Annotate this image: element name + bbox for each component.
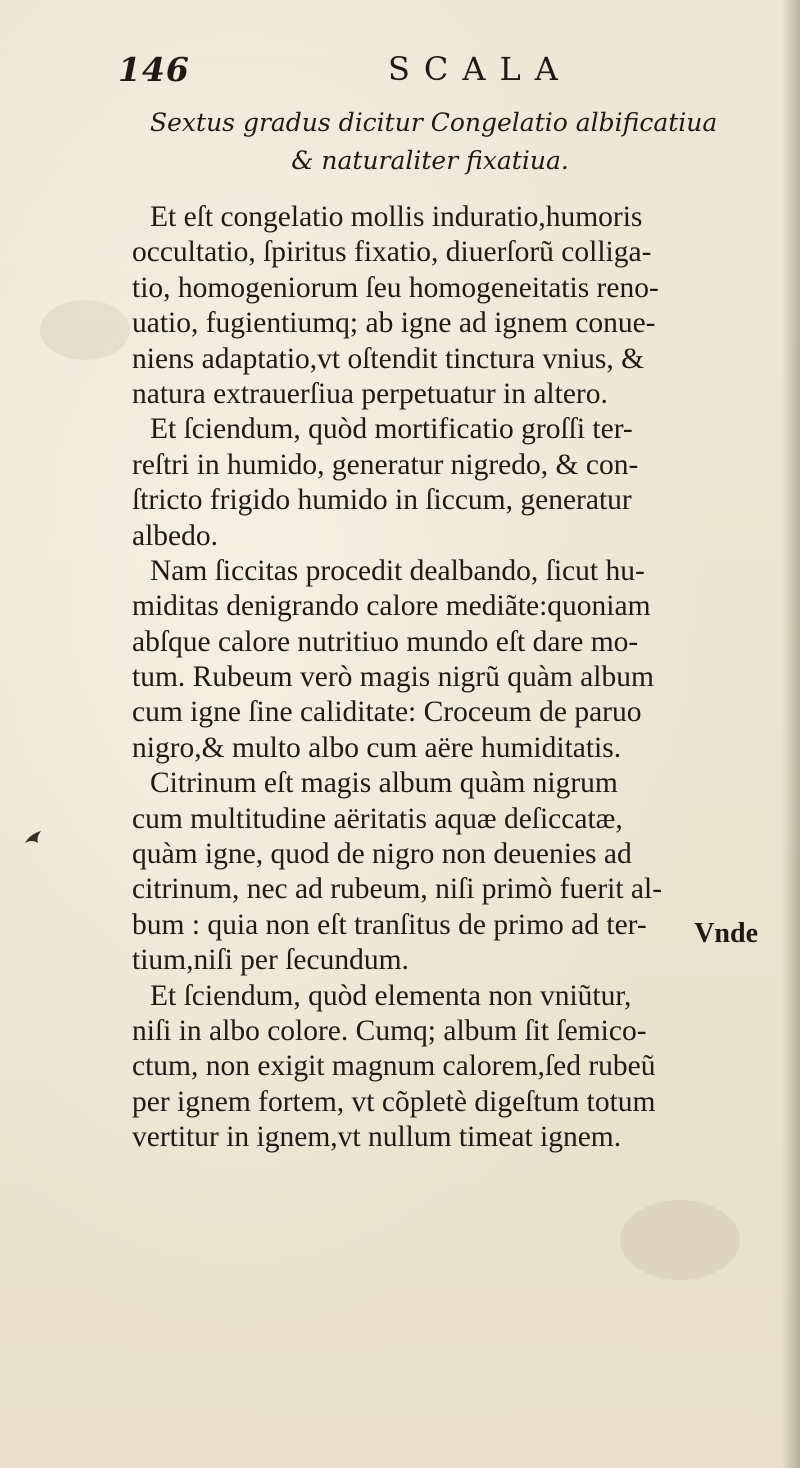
text-line: citrinum, nec ad rubeum, niſi primò fuerit al- [132,873,663,906]
text-line: niſi in albo colore. Cumq; album ſit ſemico- [132,1014,647,1047]
text-line: cum igne ſine caliditate: Croceum de paruo [132,696,642,729]
body-text [132,200,772,1156]
text-line: tium,niſi per ſecundum. [132,944,409,977]
text-line: bum : quia non eſt tranſitus de primo ad ter- [132,908,647,941]
text-line: niens adaptatio,vt oſtendit tinctura vnius, & [132,342,645,375]
heading-line-1: Sextus gradus dicitur Congelatio albificatiua [150,108,718,137]
text-line: Citrinum eſt magis album quàm nigrum [150,767,618,800]
text-line: ſtricto frigido humido in ſiccum, generatur [132,484,632,517]
text-line: miditas denigrando calore mediãte:quoniam [132,590,651,623]
text-line: Et eſt congelatio mollis induratio,humoris [150,201,643,233]
text-line: per ignem fortem, vt cõpletè digeſtum totum [132,1085,656,1118]
printers-mark-icon [22,826,44,848]
text-line: occultatio, ſpiritus fixatio, diuerſorũ colliga- [132,236,652,269]
running-head: SCALA [388,50,572,88]
catchword: Vnde [694,918,758,949]
paper-stain [40,300,130,360]
text-line: Et ſciendum, quòd mortificatio groſſi ter- [150,413,633,446]
section-heading [150,104,718,180]
page-header [118,50,678,94]
text-line: cum multitudine aëritatis aquæ deſiccatæ, [132,802,623,835]
text-line: natura extrauerſiua perpetuatur in altero. [132,377,608,410]
text-line: tum. Rubeum verò magis nigrũ quàm album [132,661,654,694]
text-line: Et ſciendum, quòd elementa non vniũtur, [150,979,632,1012]
paper-stain [620,1200,740,1280]
text-line: albedo. [132,519,219,552]
heading-line-2: & naturaliter fixatiua. [291,146,569,175]
text-line: reſtri in humido, generatur nigredo, & con- [132,448,639,481]
text-line: abſque calore nutritiuo mundo eſt dare mo- [132,625,639,658]
text-line: nigro,& multo albo cum aëre humiditatis. [132,731,622,764]
text-line: ctum, non exigit magnum calorem,ſed rubeũ [132,1050,656,1083]
text-line: Nam ſiccitas procedit dealbando, ſicut hu- [150,554,645,587]
text-line: uatio, fugientiumq; ab igne ad ignem conue- [132,307,656,340]
text-line: vertitur in ignem,vt nullum timeat ignem. [132,1121,622,1154]
text-line: quàm igne, quod de nigro non deuenies ad [132,838,632,871]
text-line: tio, homogeniorum ſeu homogeneitatis reno- [132,271,659,304]
page-number: 146 [118,50,190,89]
page-edge-shadow [782,0,800,1468]
